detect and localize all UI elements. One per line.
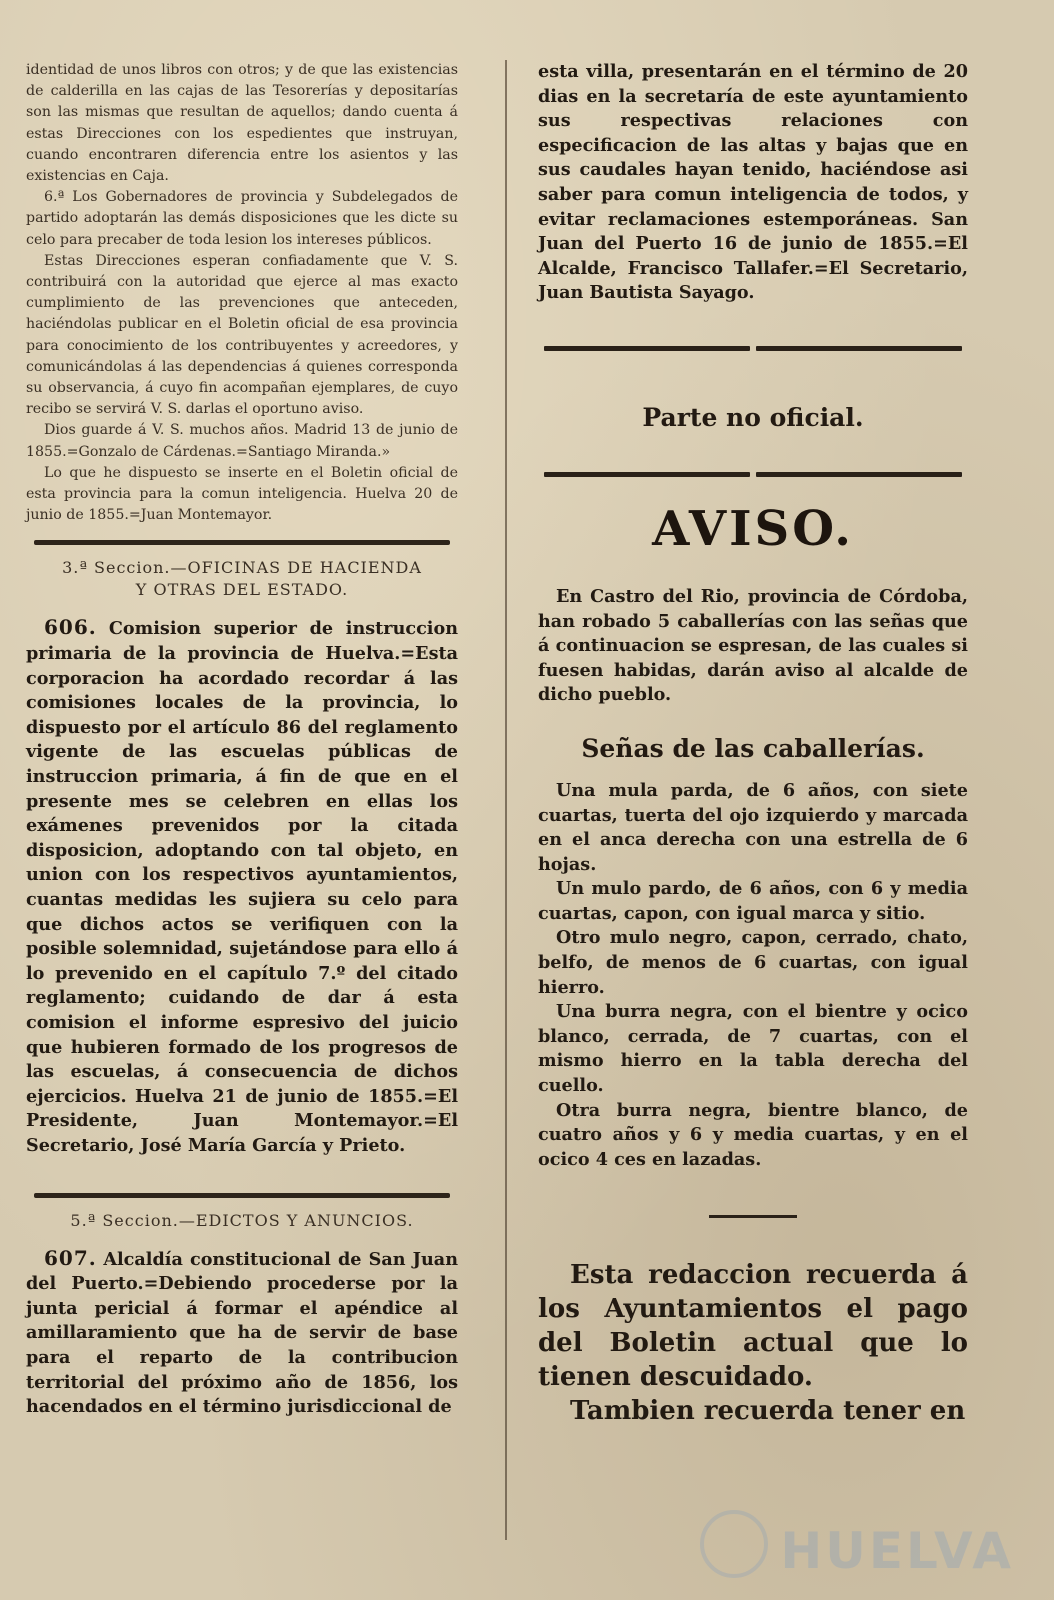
column-divider <box>505 60 507 1540</box>
section-rule <box>34 540 450 545</box>
paragraph-intro-3: Estas Direcciones esperan confiadamente que V. S. contribuirá con la autoridad que ejerce al mas exacto cumplimiento de las prevenciones que anteceden, haciéndolas publicar en el Boletin oficial de esa provincia para conocimiento de los contribuyentes y acreedores, y comunicándolas á las dependencias á quienes corresponda su observancia, á cuyo fin acompañan ejemplares, de cuyo recibo se servirá V. S. darlas el oportuno aviso. <box>26 252 458 418</box>
closing-text-1: Esta redaccion recuerda á los Ayuntamientos el pago del Boletin actual que lo tienen descuidado. <box>538 1260 968 1393</box>
archive-watermark: HUELVA <box>780 1522 1014 1580</box>
intro-text-block <box>26 60 458 526</box>
right-column <box>538 60 968 1428</box>
senas-item: Una mula parda, de 6 años, con siete cuartas, tuerta del ojo izquierdo y marcada en el anca derecha con una estrella de 6 hojas. <box>538 779 968 875</box>
aviso-body <box>538 585 968 708</box>
item-607-number: 607. <box>44 1245 97 1270</box>
section-rule <box>34 1193 450 1198</box>
senas-item: Una burra negra, con el bientre y ocico blanco, cerrada, de 7 cuartas, con el mismo hierro en la tabla derecha del cuello. <box>538 1001 968 1097</box>
section-5-heading: 5.ª Seccion.—EDICTOS Y ANUNCIOS. <box>70 1210 414 1230</box>
paragraph-intro-4: Dios guarde á V. S. muchos años. Madrid 13 de junio de 1855.=Gonzalo de Cárdenas.=Santiago Miranda.» <box>26 422 458 460</box>
double-rule <box>544 472 962 477</box>
section-3-heading <box>26 557 458 601</box>
double-rule <box>544 346 962 351</box>
parte-no-oficial-heading: Parte no oficial. <box>642 402 864 432</box>
archive-seal-icon <box>700 1510 768 1578</box>
paragraph-intro-1: identidad de unos libros con otros; y de que las existencias de calderilla en las cajas de las Tesorerías y depositarías son las mismas que resultan de aquellos; dando cuenta á estas Direcciones con los espedientes que instruyan, cuando encontraren diferencia entre los asientos y las existencias en Caja. <box>26 62 458 185</box>
section-3-heading-line1: 3.ª Seccion.—OFICINAS DE HACIENDA <box>62 558 422 578</box>
item-606 <box>26 615 458 1158</box>
item-606-number: 606. <box>44 615 97 640</box>
senas-item: Otro mulo negro, capon, cerrado, chato, belfo, de menos de 6 cuartas, con igual hierro. <box>538 927 968 998</box>
aviso-text: En Castro del Rio, provincia de Córdoba, han robado 5 caballerías con las señas que á continuacion se espresan, de las cuales si fuesen habidas, darán aviso al alcalde de dicho pueblo. <box>538 585 968 706</box>
section-3-heading-line2: Y OTRAS DEL ESTADO. <box>135 580 349 600</box>
senas-item: Otra burra negra, bientre blanco, de cuatro años y 6 y media cuartas, y en el ocico 4 ces en lazadas. <box>538 1099 968 1170</box>
ornament-divider <box>538 1208 968 1224</box>
continued-edict <box>538 60 968 306</box>
paragraph-intro-5: Lo que he dispuesto se inserte en el Boletin oficial de esta provincia para la comun inteligencia. Huelva 20 de junio de 1855.=Juan Montemayor. <box>26 464 458 524</box>
paragraph-edict-continuation: esta villa, presentarán en el término de 20 dias en la secretaría de este ayuntamiento sus respectivas relaciones con especificacion de las altas y bajas que en sus caudales hayan tenido, haciéndose asi saber para comun inteligencia de todos, y evitar reclamaciones estemporáneas. San Juan del Puerto 16 de junio de 1855.=El Alcalde, Francisco Tallafer.=El Secretario, Juan Bautista Sayago. <box>538 61 968 304</box>
closing-text-2: Tambien recuerda tener en <box>570 1396 966 1427</box>
item-607-text: Alcaldía constitucional de San Juan del Puerto.=Debiendo procederse por la junta pericial á formar el apéndice al amillaramiento que ha de servir de base para el reparto de la contribucion territorial del próximo año de 1856, los hacendados en el término jurisdiccional de <box>26 1248 458 1418</box>
item-607 <box>26 1246 458 1420</box>
closing-notice <box>538 1258 968 1428</box>
paragraph-intro-2: 6.ª Los Gobernadores de provincia y Subdelegados de partido adoptarán las demás disposiciones que les dicte su celo para precaber de toda lesion los intereses públicos. <box>26 189 458 248</box>
senas-heading: Señas de las caballerías. <box>581 733 925 763</box>
left-column <box>26 60 458 1420</box>
item-606-text: Comision superior de instruccion primaria de la provincia de Huelva.=Esta corporacion ha acordado recordar á las comisiones locales de la provincia, lo dispuesto por el artículo 86 del reglamento vigente de las escuelas públicas de instruccion primaria, á fin de que en el presente mes se celebren en ellas los exámenes prevenidos por la citada disposicion, adoptando con tal objeto, en union con los respectivos ayuntamientos, cuantas medidas les sujiera su celo para que dichos actos se verifiquen con la posible solemnidad, sujetándose para ello á lo prevenido en el capítulo 7.º del citado reglamento; cuidando de dar á esta comision el informe espresivo del juicio que hubieren formado de los progresos de las escuelas, á consecuencia de dichos ejercicios. Huelva 21 de junio de 1855.=El Presidente, Juan Montemayor.=El Secretario, José María García y Prieto. <box>26 618 458 1156</box>
senas-item: Un mulo pardo, de 6 años, con 6 y media cuartas, capon, con igual marca y sitio. <box>538 878 968 924</box>
aviso-title: AVISO. <box>652 500 854 557</box>
senas-list <box>538 779 968 1173</box>
